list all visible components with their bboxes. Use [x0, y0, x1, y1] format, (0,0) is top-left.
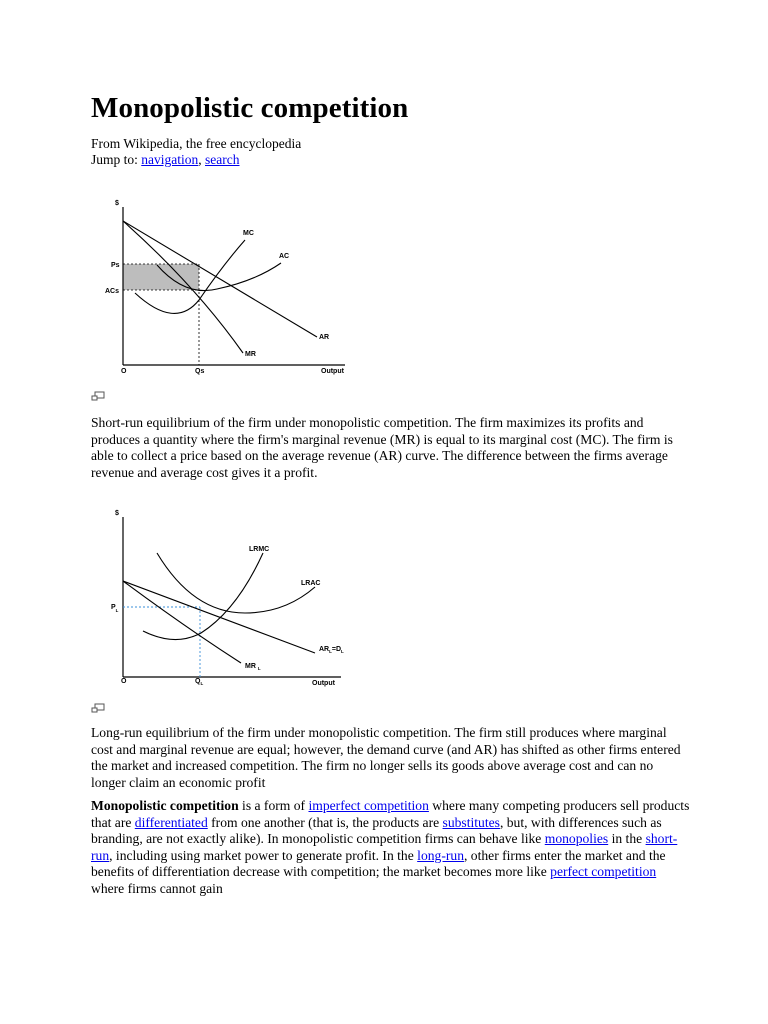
long-run-equilibrium-figure	[105, 505, 355, 690]
enlarge-icon[interactable]	[91, 391, 105, 401]
figure2-caption: Long-run equilibrium of the firm under monopolistic competition. The firm still produces where marginal cost and marginal revenue are equal; however, the demand curve (and AR) has shifted as other firms entered the market and increased competition. The firm no longer sells its goods above average cost and can no longer claim an economic profit	[91, 725, 681, 790]
short-run-equilibrium-figure	[105, 195, 355, 380]
para-text: from one another (that is, the products are	[207, 814, 443, 830]
mr-label: MR $_L$	[245, 663, 261, 671]
quantity-label: $Q_L$	[195, 678, 204, 686]
bold-term: Monopolistic competition	[91, 798, 239, 813]
ar-demand-curve	[123, 581, 315, 653]
origin-label: O	[121, 368, 127, 375]
lrmc-label: LRMC	[249, 546, 270, 553]
price-label: Ps	[111, 262, 120, 269]
quantity-label: Qs	[195, 368, 205, 375]
ac-label: AC	[279, 253, 290, 260]
page-title: Monopolistic competition	[91, 92, 409, 124]
para-text: where many competing producers sell products that are	[91, 798, 690, 830]
mr-curve	[123, 581, 241, 663]
perfect-competition-link[interactable]: perfect competition	[550, 864, 657, 880]
ar-demand-label: $AR_L=D_L$	[319, 646, 344, 654]
figure1-caption: Short-run equilibrium of the firm under monopolistic competition. The firm maximizes its profits and produces a quantity where the firm's marginal revenue (MR) is equal to its marginal cost (MC). The firm is able to collect a price based on the average revenue (AR) curve. The difference between the firms average revenue and average cost gives it a profit.	[91, 415, 673, 480]
navigation-link[interactable]: navigation	[141, 152, 199, 167]
para-text: , other firms enter the market and the benefits of differentiation decrease with competition; the market becomes more like	[91, 847, 666, 880]
intro-paragraph	[91, 798, 691, 898]
profit-area	[123, 264, 199, 290]
article-source: From Wikipedia, the free encyclopedia	[91, 136, 302, 151]
jump-to-label: Jump to:	[91, 152, 138, 167]
para-text: , but, with differences such as branding, are not exactly alike). In monopolistic competition firms can behave like	[91, 814, 662, 847]
monopolies-link[interactable]: monopolies	[544, 831, 609, 847]
x-axis-label: Output	[321, 368, 344, 375]
differentiated-link[interactable]: differentiated	[134, 814, 208, 830]
long-run-link[interactable]: long-run	[417, 847, 464, 863]
x-axis-label: Output	[312, 680, 335, 687]
ar-label: AR	[319, 334, 330, 341]
mr-label: MR	[245, 351, 256, 358]
jump-separator: ,	[198, 152, 206, 167]
para-text: in the	[608, 831, 646, 847]
substitutes-link[interactable]: substitutes	[442, 814, 500, 830]
lrac-label: LRAC	[301, 580, 321, 587]
y-axis-label: $	[115, 200, 119, 207]
short-run-diagram	[105, 195, 355, 380]
search-link[interactable]: search	[205, 152, 240, 167]
mc-label: MC	[243, 230, 254, 237]
enlarge-icon[interactable]	[91, 703, 105, 713]
short-run-link[interactable]: short-run	[91, 831, 678, 863]
y-axis-label: $	[115, 510, 119, 517]
origin-label: O	[121, 678, 127, 685]
para-text: , including using market power to generate profit. In the	[109, 847, 418, 863]
price-label: $P_L$	[111, 604, 119, 613]
lrac-curve	[157, 553, 315, 613]
para-text: where firms cannot gain	[91, 880, 223, 896]
para-text: is a form of	[238, 798, 309, 813]
jump-to-line	[91, 152, 240, 168]
cost-label: ACs	[105, 288, 120, 295]
imperfect-competition-link[interactable]: imperfect competition	[308, 798, 429, 813]
long-run-diagram	[105, 505, 355, 690]
